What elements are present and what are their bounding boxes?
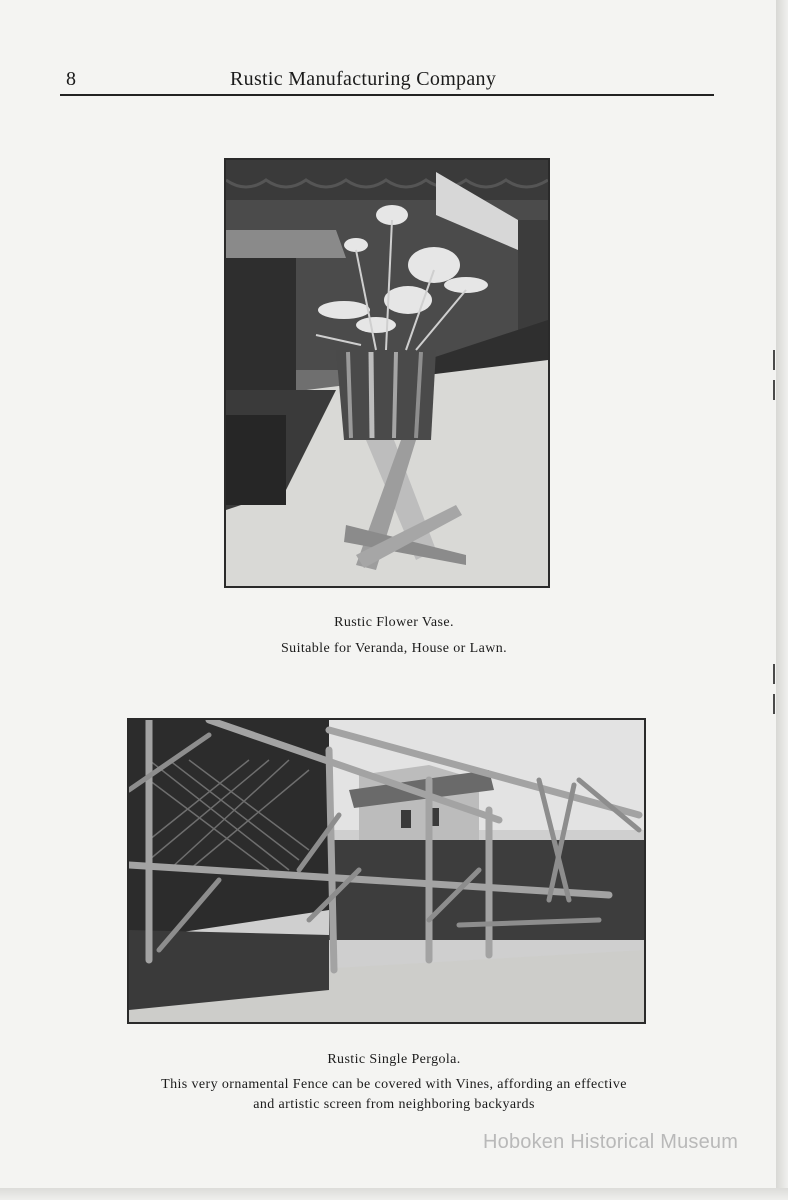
running-header-title: Rustic Manufacturing Company (230, 68, 497, 90)
pergola-photo (127, 718, 646, 1024)
header-rule (60, 94, 714, 96)
page-number: 8 (66, 68, 76, 90)
page-edge (776, 0, 788, 1200)
flower-vase-caption-text: Suitable for Veranda, House or Lawn. (280, 641, 508, 656)
flower-vase-caption-title: Rustic Flower Vase. (334, 615, 454, 630)
pergola-caption-title: Rustic Single Pergola. (327, 1052, 461, 1067)
staple-top (771, 348, 777, 402)
page-bottom-edge (0, 1188, 788, 1200)
museum-watermark: Hoboken Historical Museum (483, 1131, 739, 1153)
pergola-caption-line-2: and artistic screen from neighboring backyards (253, 1097, 535, 1112)
pergola-caption-line-1: This very ornamental Fence can be covered with Vines, affording an effective (161, 1077, 627, 1092)
staple-bottom (771, 662, 777, 716)
flower-vase-photo (224, 158, 550, 588)
